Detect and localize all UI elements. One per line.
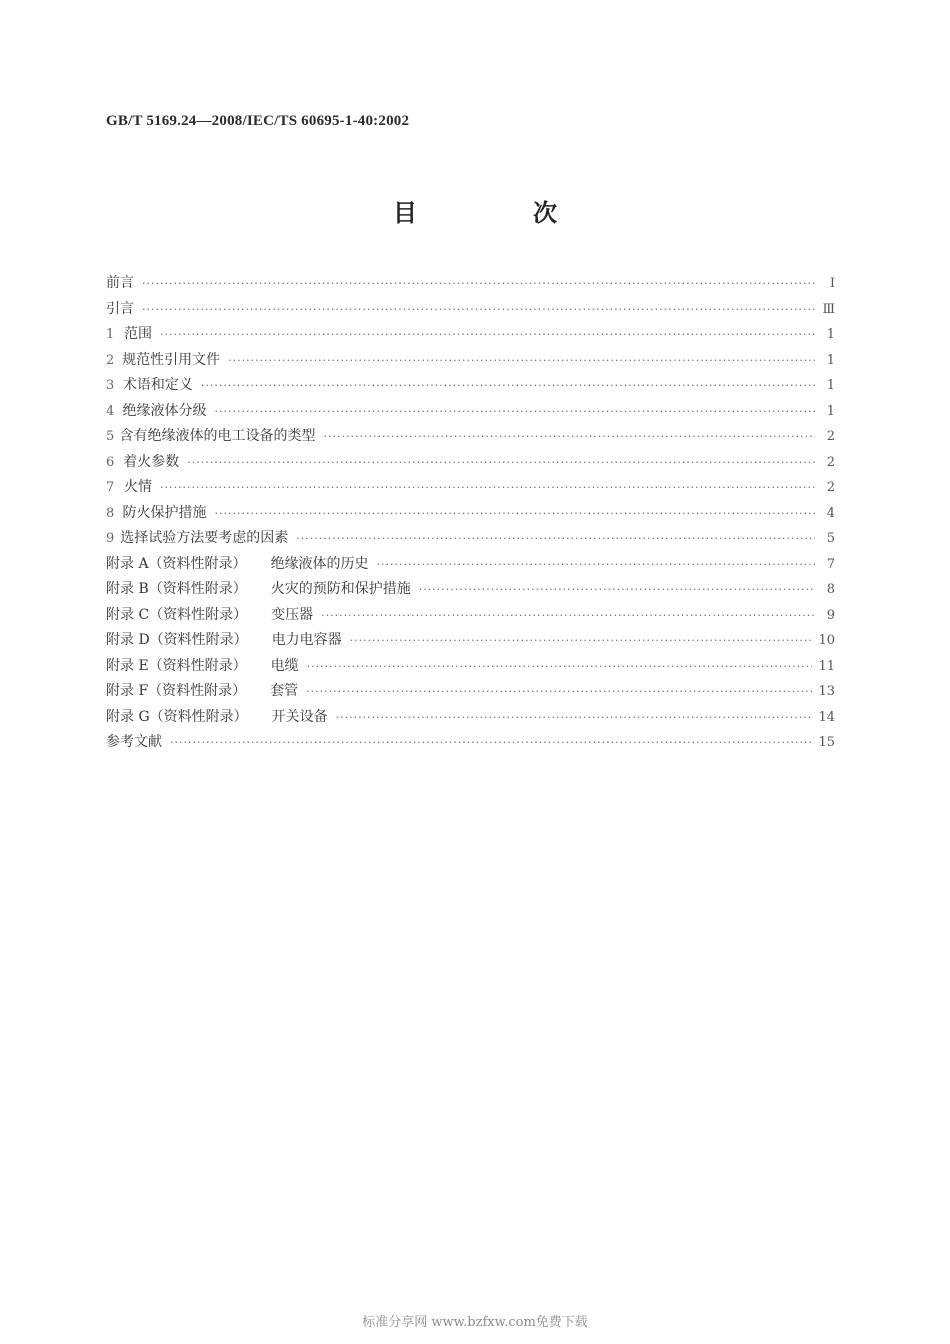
toc-entry-label: 变压器 — [271, 606, 314, 623]
toc-entry[interactable] — [106, 656, 835, 682]
toc-entry-page: 2 — [826, 480, 835, 495]
toc-entry-label: 防火保护措施 — [122, 504, 207, 521]
footer-watermark: 标准分享网 www.bzfxw.com免费下载 — [362, 1315, 588, 1330]
toc-dot-leader — [187, 453, 815, 473]
toc-entry-label: 电缆 — [270, 657, 299, 674]
toc-entry[interactable] — [106, 554, 835, 580]
toc-entry-page: 1 — [826, 327, 835, 342]
toc-dot-leader — [350, 631, 813, 651]
toc-entry[interactable] — [106, 605, 835, 631]
toc-entry-label: 绝缘液体的历史 — [270, 555, 369, 572]
toc-entry[interactable] — [106, 503, 835, 529]
toc-dot-leader — [170, 733, 812, 753]
toc-dot-leader — [377, 555, 815, 575]
toc-entry[interactable] — [106, 401, 835, 427]
toc-entry-number: 3 — [106, 378, 115, 393]
toc-dot-leader — [215, 402, 815, 422]
toc-entry[interactable] — [106, 477, 835, 503]
toc-entry[interactable] — [106, 375, 835, 401]
toc-entry-page: 15 — [818, 735, 835, 750]
toc-dot-leader — [142, 274, 815, 294]
toc-entry-annex-prefix: 附录 D（资料性附录） — [106, 632, 248, 648]
toc-entry[interactable] — [106, 707, 835, 733]
toc-entry-annex-prefix: 附录 E（资料性附录） — [106, 657, 247, 674]
toc-entry[interactable] — [106, 273, 835, 299]
toc-entry-annex-prefix: 附录 B（资料性附录） — [106, 581, 247, 597]
toc-entry[interactable] — [106, 426, 835, 452]
toc-entry-page: 1 — [826, 378, 835, 393]
toc-entry[interactable] — [106, 630, 835, 656]
toc-entry-number: 4 — [106, 403, 115, 419]
toc-entry[interactable] — [106, 579, 835, 605]
toc-entry-label: 开关设备 — [271, 708, 328, 725]
toc-entry-page: 4 — [826, 505, 835, 521]
toc-entry-page: 13 — [818, 684, 835, 699]
toc-entry-annex-prefix: 附录 F（资料性附录） — [106, 683, 247, 699]
toc-dot-leader — [160, 325, 815, 345]
toc-entry-annex-prefix: 附录 C（资料性附录） — [106, 606, 248, 623]
toc-entry-page: 7 — [826, 556, 835, 572]
toc-dot-leader — [307, 657, 813, 677]
toc-entry[interactable] — [106, 528, 835, 554]
toc-entry-page: 2 — [826, 454, 835, 470]
toc-entry-number: 5 — [106, 429, 115, 444]
toc-entry-page: 5 — [826, 531, 835, 546]
toc-entry-label: 绝缘液体分级 — [122, 402, 207, 419]
toc-entry[interactable] — [106, 732, 835, 758]
toc-dot-leader — [201, 376, 815, 396]
toc-entry-label: 含有绝缘液体的电工设备的类型 — [119, 428, 316, 444]
toc-entry[interactable] — [106, 452, 835, 478]
toc-entry-page: 10 — [818, 633, 835, 648]
toc-entry-page: 1 — [826, 352, 835, 368]
toc-entry-label: 引言 — [106, 300, 134, 317]
toc-entry-number: 8 — [106, 505, 115, 521]
toc-entry-annex-prefix: 附录 A（资料性附录） — [106, 555, 247, 572]
toc-entry-number: 9 — [106, 531, 115, 546]
toc-entry-page: 8 — [826, 582, 835, 597]
toc-dot-leader — [142, 300, 815, 320]
toc-entry-number: 6 — [106, 454, 115, 470]
toc-entry-page: Ⅲ — [822, 301, 835, 317]
toc-entry-page: 9 — [826, 607, 835, 623]
toc-entry-label: 选择试验方法要考虑的因素 — [120, 530, 289, 546]
toc-entry-label: 参考文献 — [106, 734, 162, 750]
page-title: 目 次 — [393, 199, 603, 227]
toc-dot-leader — [336, 708, 813, 728]
toc-entry-label: 规范性引用文件 — [122, 351, 221, 368]
toc-entry-label: 着火参数 — [123, 453, 180, 470]
toc-entry-label: 火灾的预防和保护措施 — [270, 581, 411, 597]
toc-entry-page: 14 — [818, 709, 835, 725]
toc-entry[interactable] — [106, 324, 835, 350]
toc-entry[interactable] — [106, 299, 835, 325]
toc-entry-annex-prefix: 附录 G（资料性附录） — [106, 708, 248, 725]
toc-entry-label: 电力电容器 — [271, 632, 342, 648]
toc-entry-page: Ⅰ — [829, 276, 835, 291]
toc-dot-leader — [321, 606, 815, 626]
toc-entry-number: 1 — [106, 327, 115, 342]
toc-entry-number: 2 — [106, 352, 115, 368]
table-of-contents — [106, 273, 835, 758]
toc-entry-number: 7 — [106, 480, 115, 495]
toc-dot-leader — [160, 478, 815, 498]
toc-entry[interactable] — [106, 681, 835, 707]
toc-entry-page: 2 — [826, 429, 835, 444]
toc-dot-leader — [228, 351, 815, 371]
toc-entry-page: 11 — [818, 658, 835, 674]
toc-entry-page: 1 — [826, 403, 835, 419]
toc-entry-label: 套管 — [270, 683, 299, 699]
toc-entry-label: 术语和定义 — [122, 377, 193, 393]
toc-dot-leader — [419, 580, 815, 600]
toc-entry-label: 火情 — [124, 479, 153, 495]
toc-dot-leader — [306, 682, 812, 702]
toc-entry-label: 前言 — [106, 275, 134, 291]
toc-entry-label: 范围 — [124, 326, 153, 342]
toc-dot-leader — [324, 427, 815, 447]
toc-dot-leader — [296, 529, 815, 549]
standard-code: GB/T 5169.24—2008/IEC/TS 60695-1-40:2002 — [106, 113, 410, 129]
toc-entry[interactable] — [106, 350, 835, 376]
toc-dot-leader — [215, 504, 815, 524]
